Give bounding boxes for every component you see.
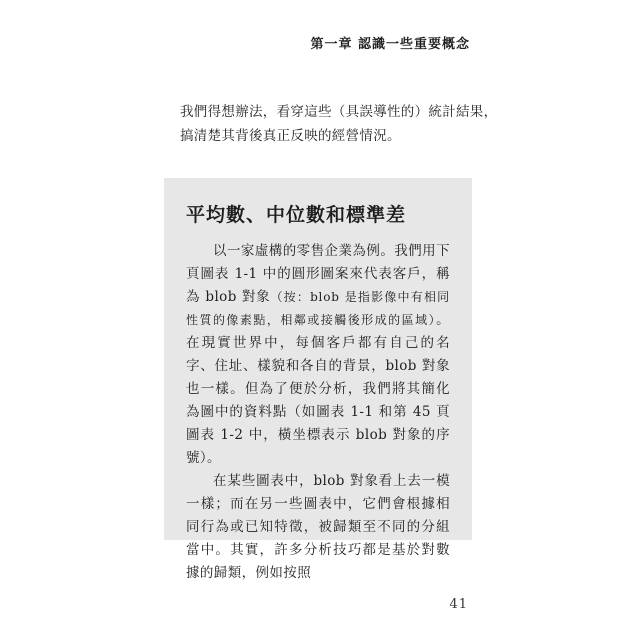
box-body [186, 240, 450, 585]
intro-text: 我們得想辦法，看穿這些（具誤導性的）統計結果，搞清楚其背後真正反映的經營情況。 [180, 104, 498, 144]
page-number: 41 [449, 597, 468, 612]
translator-note: （按：blob 是指影像中有相同性質的像素點，相鄰或接觸後形成的區域） [186, 290, 450, 327]
box-paragraph-2: 在某些圖表中，blob 對象看上去一模一樣；而在另一些圖表中，它們會根據相同行為或已知特徵，被歸類至不同的分組當中。其實，許多分析技巧都是基於對數據的歸類，例如按照 [186, 473, 450, 581]
intro-paragraph [180, 100, 500, 148]
running-header: 第一章 認識一些重要概念 [310, 37, 470, 52]
box-paragraph-1-end: 。在現實世界中，每個客戶都有自己的名字、住址、樣貌和各自的背景，blob 對象也一樣。但為了便於分析，我們將其簡化為圖中的資料點（如圖表 1-1 和第 45 頁圖表 1-2 中，橫坐標表示 blob 對象的序號）。 [186, 312, 450, 466]
box-title: 平均數、中位數和標準差 [186, 204, 407, 226]
box-paragraph-1 [186, 240, 450, 470]
sidebar-box [164, 178, 472, 581]
box-paragraph-1-start: 以一家虛構的零售企業為例。我們用下頁圖表 1-1 中的圓形圖案來代表客戶，稱為 blob 對象 [186, 243, 450, 305]
